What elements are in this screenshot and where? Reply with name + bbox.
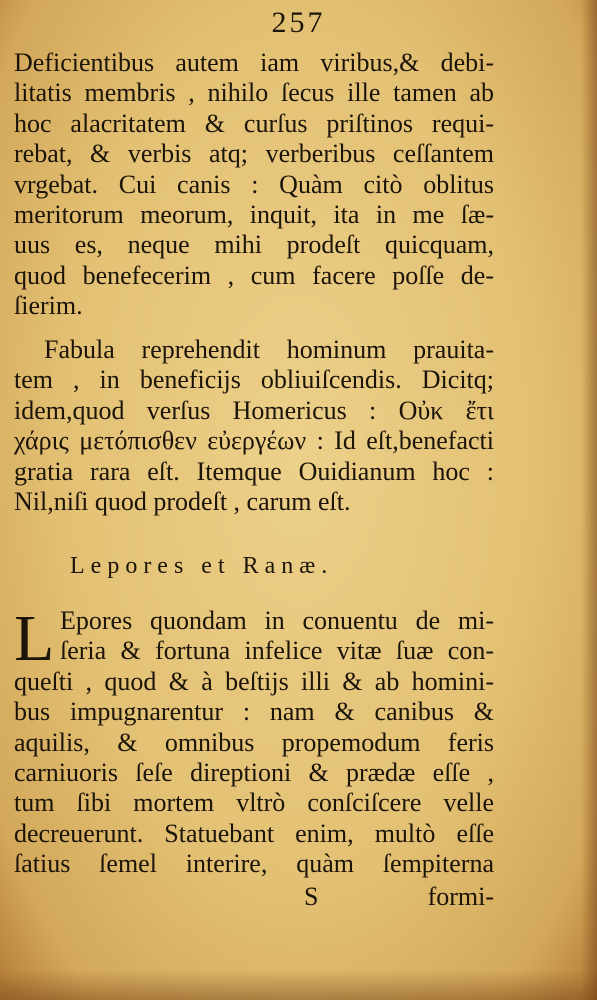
text-line: Deficientibus autem iam viribus,& debi- xyxy=(14,48,494,77)
page-footer xyxy=(14,882,494,914)
text-line: idem,quod verſus Homericus : Οὐκ ἔτι xyxy=(14,395,494,425)
text-line: uus es, neque mihi prodeſt quicquam, xyxy=(14,230,494,260)
text-line: litatis membris , nihilo ſecus ille tamen ab xyxy=(14,78,494,108)
paragraph-fable-start xyxy=(14,602,494,880)
text-line: meritorum meorum, inquit, ita in me ſæ- xyxy=(14,199,494,229)
paragraph-moral xyxy=(14,335,494,517)
signature-mark: S xyxy=(304,882,319,911)
text-line: decreuerunt. Statuebant enim, multò eſſe xyxy=(14,818,494,848)
drop-cap-letter: L xyxy=(14,602,55,675)
paragraph-fable-ending xyxy=(14,48,494,322)
text-line: hoc alacritatem & curſus priſtinos requi- xyxy=(14,108,494,138)
text-line: gratia rara eſt. Itemque Ouidianum hoc : xyxy=(14,456,494,486)
text-line: ſierim. xyxy=(14,291,83,321)
page-edge-shadow-bottom xyxy=(0,970,597,1000)
text-line: tum ſibi mortem vltrò conſciſcere velle xyxy=(14,788,494,818)
page-edge-shadow-right xyxy=(581,0,597,1000)
text-line: vrgebat. Cui canis : Quàm citò oblitus xyxy=(14,169,494,199)
text-line: carniuoris ſeſe direptioni & prædæ eſſe , xyxy=(14,757,494,787)
text-line: ſatius ſemel interire, quàm ſempiterna xyxy=(14,849,494,879)
text-line: bus impugnarentur : nam & canibus & xyxy=(14,697,494,727)
catchword: formi- xyxy=(427,882,494,911)
fable-title: Lepores et Ranæ. xyxy=(70,553,334,579)
text-line: Fabula reprehendit hominum prauita- xyxy=(44,335,494,364)
text-line: queſti , quod & à beſtijs illi & ab homini- xyxy=(14,666,494,696)
text-line: Epores quondam in conuentu de mi- xyxy=(60,606,494,635)
page-number: 257 xyxy=(271,6,326,39)
text-line: Nil,niſi quod prodeſt , carum eſt. xyxy=(14,486,351,516)
text-line: quod benefecerim , cum facere poſſe de- xyxy=(14,260,494,290)
text-line: tem , in beneficijs obliuiſcendis. Dicitq; xyxy=(14,365,494,395)
text-line: aquilis, & omnibus propemodum feris xyxy=(14,727,494,757)
text-line: χάρις μετόπισθεν εὐεργέων : Id eſt,benefacti xyxy=(14,426,494,456)
text-line: ſeria & fortuna infelice vitæ ſuæ con- xyxy=(60,636,494,666)
text-line: rebat, & verbis atq; verberibus ceſſantem xyxy=(14,139,494,169)
